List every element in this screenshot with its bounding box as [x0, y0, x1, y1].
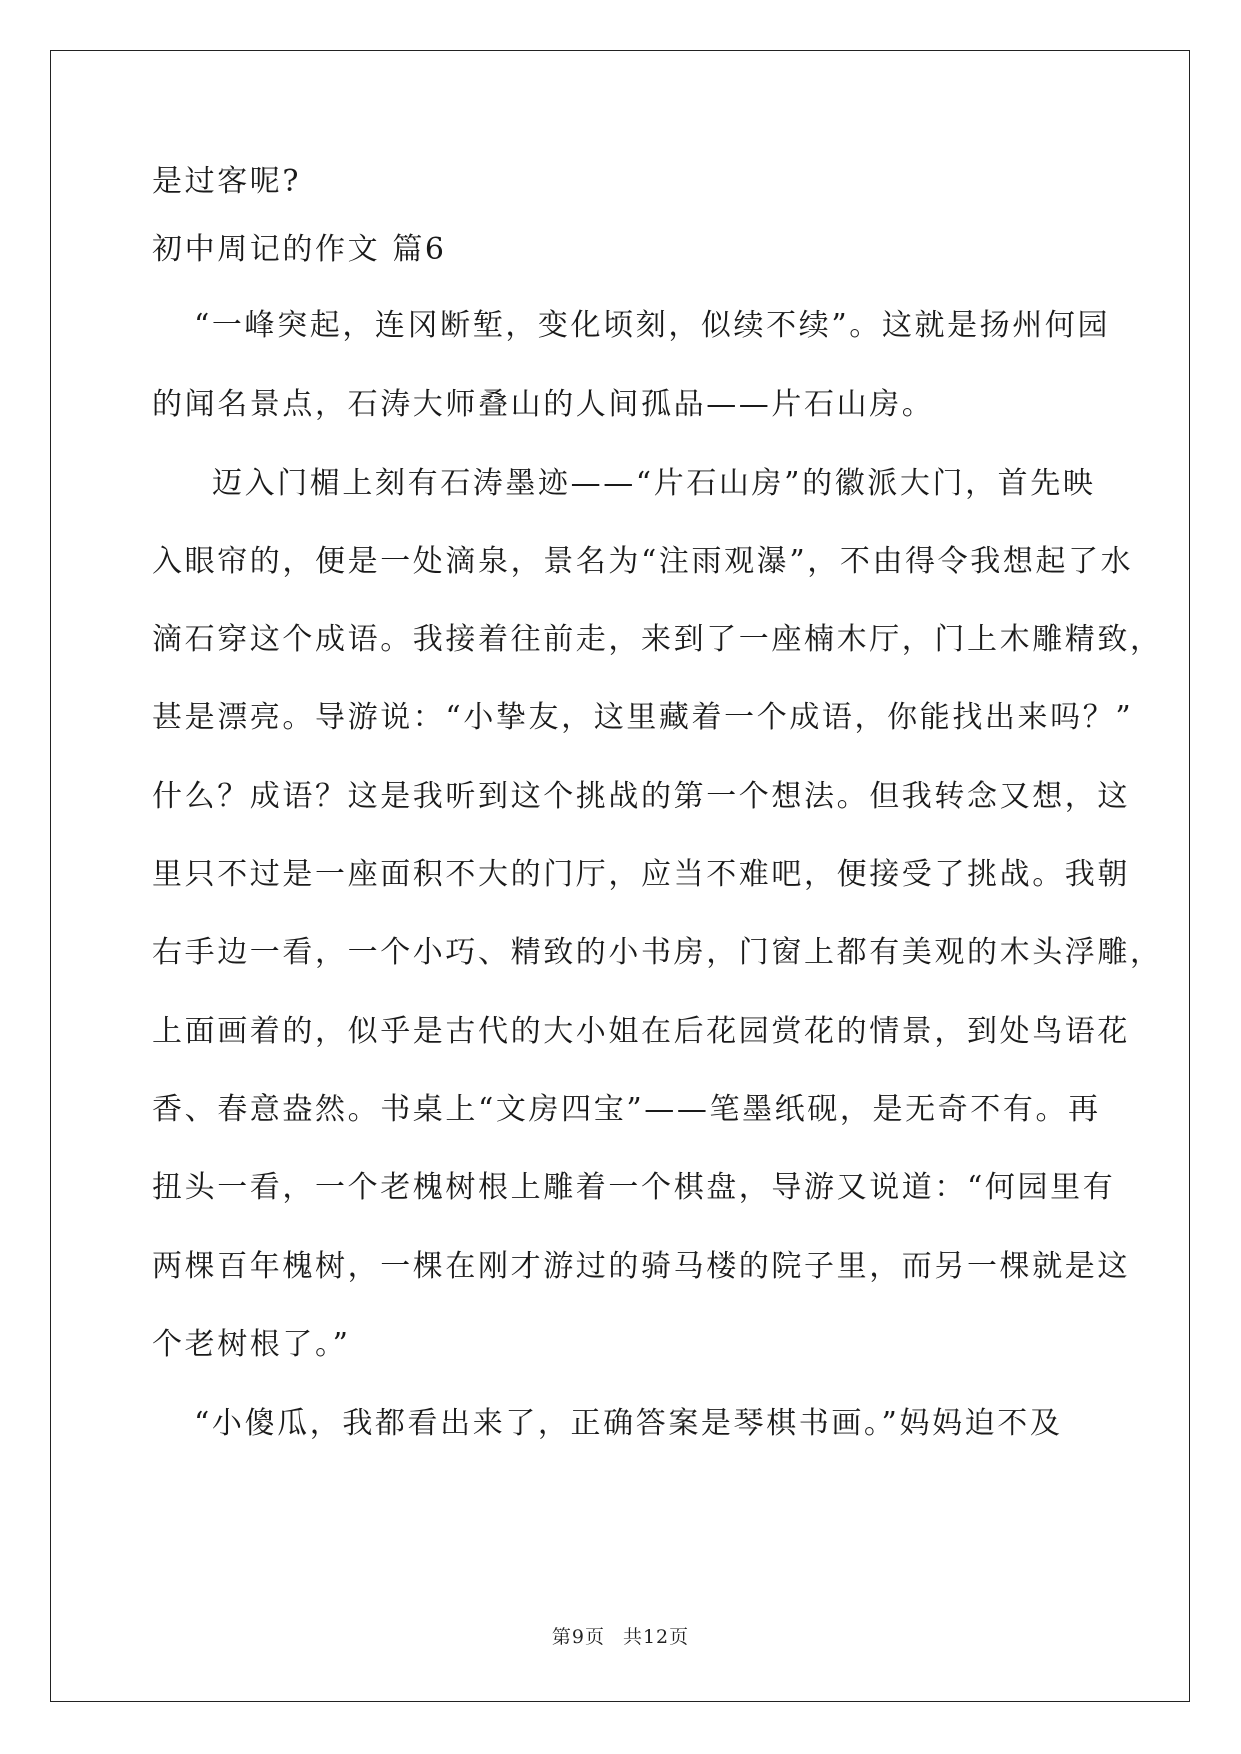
text-line: 香、春意盎然。书桌上“文房四宝”——笔墨纸砚，是无奇不有。再 — [152, 1092, 1101, 1127]
text-line: 里只不过是一座面积不大的门厅，应当不难吧，便接受了挑战。我朝 — [152, 857, 1130, 892]
text-line: 两棵百年槐树，一棵在刚才游过的骑马楼的院子里，而另一棵就是这 — [152, 1249, 1130, 1284]
text-line: 迈入门楣上刻有石涛墨迹——“片石山房”的徽派大门，首先映 — [212, 466, 1096, 501]
section-heading: 初中周记的作文 篇6 — [152, 232, 447, 267]
text-line: “小傻瓜，我都看出来了，正确答案是琴棋书画。”妈妈迫不及 — [194, 1406, 1063, 1441]
total-pages: 共12页 — [622, 1626, 690, 1648]
text-line: 右手边一看，一个小巧、精致的小书房，门窗上都有美观的木头浮雕， — [152, 935, 1163, 970]
text-line: 上面画着的，似乎是古代的大小姐在后花园赏花的情景，到处鸟语花 — [152, 1014, 1130, 1049]
page-footer — [0, 1622, 1241, 1649]
text-line: 滴石穿这个成语。我接着往前走，来到了一座楠木厅，门上木雕精致， — [152, 622, 1163, 657]
text-line: 入眼帘的，便是一处滴泉，景名为“注雨观瀑”，不由得令我想起了水 — [152, 544, 1134, 579]
text-line: 甚是漂亮。导游说：“小挚友，这里藏着一个成语，你能找出来吗？” — [152, 700, 1134, 735]
text-line: 什么？成语？这是我听到这个挑战的第一个想法。但我转念又想，这 — [152, 779, 1130, 814]
text-line: 扭头一看，一个老槐树根上雕着一个棋盘，导游又说道：“何园里有 — [152, 1170, 1116, 1205]
text-line: 的闻名景点，石涛大师叠山的人间孤品——片石山房。 — [152, 387, 935, 422]
page-number: 第9页 — [551, 1626, 605, 1648]
text-line: 是过客呢? — [152, 164, 302, 199]
text-line: “一峰突起，连冈断堑，变化顷刻，似续不续”。这就是扬州何园 — [194, 308, 1111, 343]
text-line: 个老树根了。” — [152, 1327, 351, 1362]
